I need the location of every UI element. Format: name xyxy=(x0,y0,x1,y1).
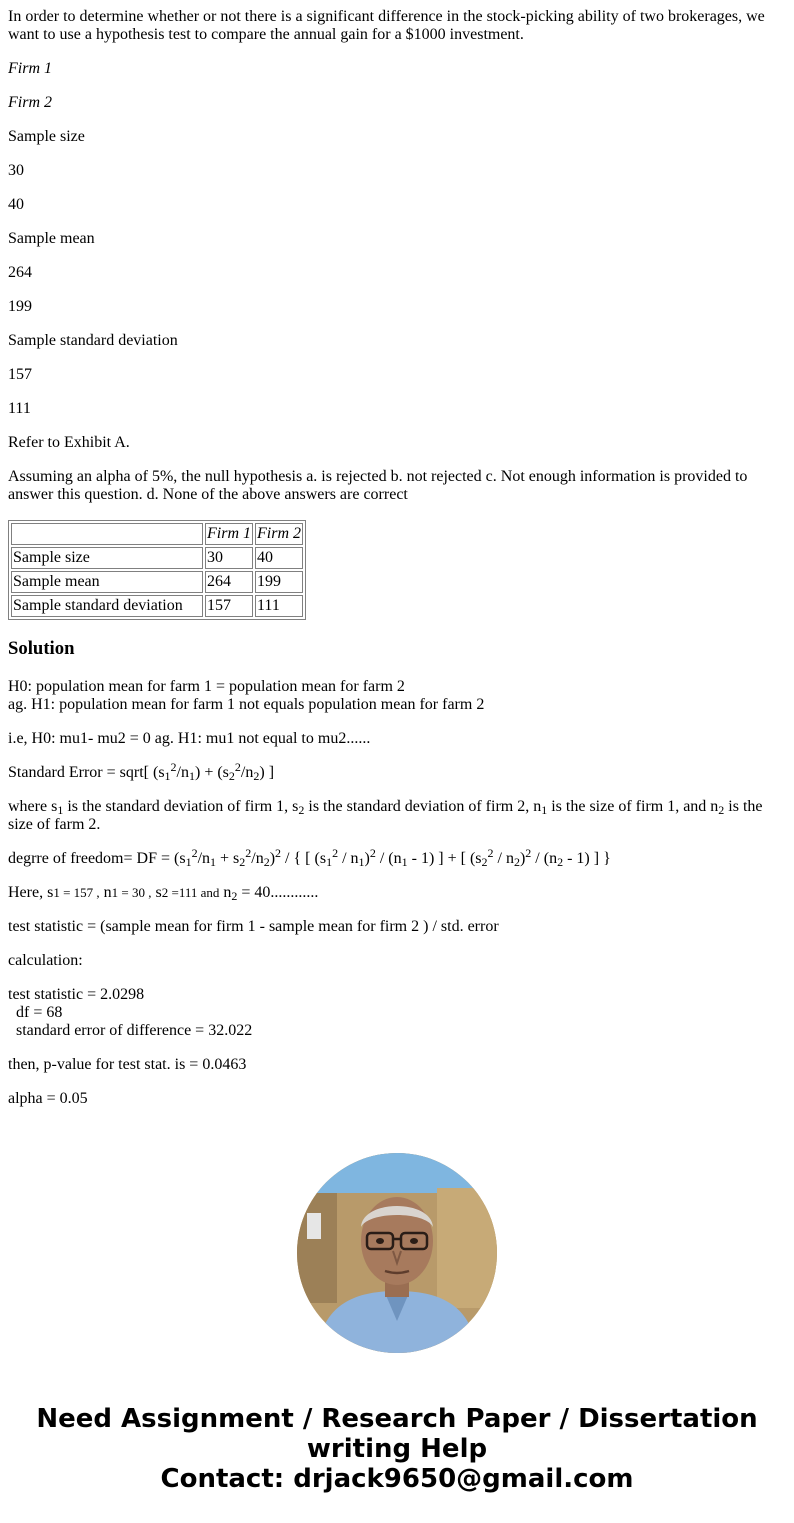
avatar-portrait xyxy=(297,1153,497,1353)
sample-size-label: Sample size xyxy=(8,128,85,145)
firm1-label: Firm 1 xyxy=(8,60,52,77)
table-header-cell: Firm 2 xyxy=(255,523,303,545)
table-cell: 264 xyxy=(205,571,253,593)
question-prompt: Assuming an alpha of 5%, the null hypothesis a. is rejected b. not rejected c. Not enough information is provided to answer this question. d. None of the above answers are correct xyxy=(8,468,748,503)
alpha-line: alpha = 0.05 xyxy=(8,1090,88,1107)
promo-contact: Contact: drjack9650@gmail.com xyxy=(160,1464,634,1494)
table-cell: 199 xyxy=(255,571,303,593)
null-hypothesis: H0: population mean for farm 1 = population mean for farm 2 xyxy=(8,678,405,695)
standard-error-value: standard error of difference = 32.022 xyxy=(16,1022,253,1039)
given-values: Here, s1 = 157 , n1 = 30 , s2 =111 and $n_2 = 40$............ xyxy=(8,884,319,903)
variable-definitions: where $s_1$ is the standard deviation of firm 1, $s_2$ is the standard deviation of firm 2, $n_1$ is the size of firm 1, and $n_2$ is the size of farm 2. xyxy=(8,798,763,833)
refer-exhibit: Refer to Exhibit A. xyxy=(8,434,130,451)
sample-mean-label: Sample mean xyxy=(8,230,95,247)
exhibit-table xyxy=(8,520,306,620)
question-intro: In order to determine whether or not there is a significant difference in the stock-picking ability of two brokerages, we want to use a hypothesis test to compare the annual gain for a $1000 investment. xyxy=(8,8,765,43)
table-row xyxy=(11,547,303,569)
table-cell: 111 xyxy=(255,595,303,617)
table-cell: Sample size xyxy=(11,547,203,569)
test-statistic-definition: test statistic = (sample mean for firm 1 - sample mean for firm 2 ) / std. error xyxy=(8,918,499,935)
table-row xyxy=(11,571,303,593)
table-cell: 157 xyxy=(205,595,253,617)
hypotheses xyxy=(8,678,778,714)
sample-size-firm1: 30 xyxy=(8,162,24,179)
table-cell: 30 xyxy=(205,547,253,569)
sample-mean-firm2: 199 xyxy=(8,298,32,315)
table-header-cell xyxy=(11,523,203,545)
table-row xyxy=(11,595,303,617)
table-header-cell: Firm 1 xyxy=(205,523,253,545)
solution-heading: Solution xyxy=(8,638,75,659)
promo-line-2: writing Help xyxy=(306,1434,488,1464)
df-formula: degrre of freedom= DF = $(s_1^2/n_1 + s_2^2/n_2)^2$ / { [ $(s_1^2 / n_1)^2 / (n_1 - 1)$ ] + [ $(s_2^2 / n_2)^2 / (n_2 - 1)$ ] } xyxy=(8,846,611,869)
test-statistic-value: test statistic = 2.0298 xyxy=(8,986,145,1003)
table-cell: Sample mean xyxy=(11,571,203,593)
sample-size-firm2: 40 xyxy=(8,196,24,213)
sample-mean-firm1: 264 xyxy=(8,264,32,281)
sample-sd-firm1: 157 xyxy=(8,366,32,383)
df-value: df = 68 xyxy=(16,1004,63,1021)
alt-hypothesis: ag. H1: population mean for farm 1 not equals population mean for farm 2 xyxy=(8,696,485,713)
document-body xyxy=(8,8,778,1121)
sample-sd-firm2: 111 xyxy=(8,400,31,417)
firm2-label: Firm 2 xyxy=(8,94,52,111)
promo-footer xyxy=(0,1404,794,1494)
table-cell: Sample standard deviation xyxy=(11,595,203,617)
table-cell: 40 xyxy=(255,547,303,569)
table-header-row xyxy=(11,523,303,545)
promo-line-1: Need Assignment / Research Paper / Dissertation xyxy=(36,1404,758,1434)
calculation-label: calculation: xyxy=(8,952,83,969)
standard-error-formula: Standard Error = sqrt[ $(s_1^2/n_1) + (s_2^2/n_2)$ ] xyxy=(8,760,275,783)
p-value: then, p-value for test stat. is = 0.0463 xyxy=(8,1056,247,1073)
hypotheses-restated: i.e, H0: mu1- mu2 = 0 ag. H1: mu1 not equal to mu2...... xyxy=(8,730,371,747)
calculation-results xyxy=(8,986,778,1040)
sample-sd-label: Sample standard deviation xyxy=(8,332,178,349)
author-avatar xyxy=(297,1153,497,1353)
